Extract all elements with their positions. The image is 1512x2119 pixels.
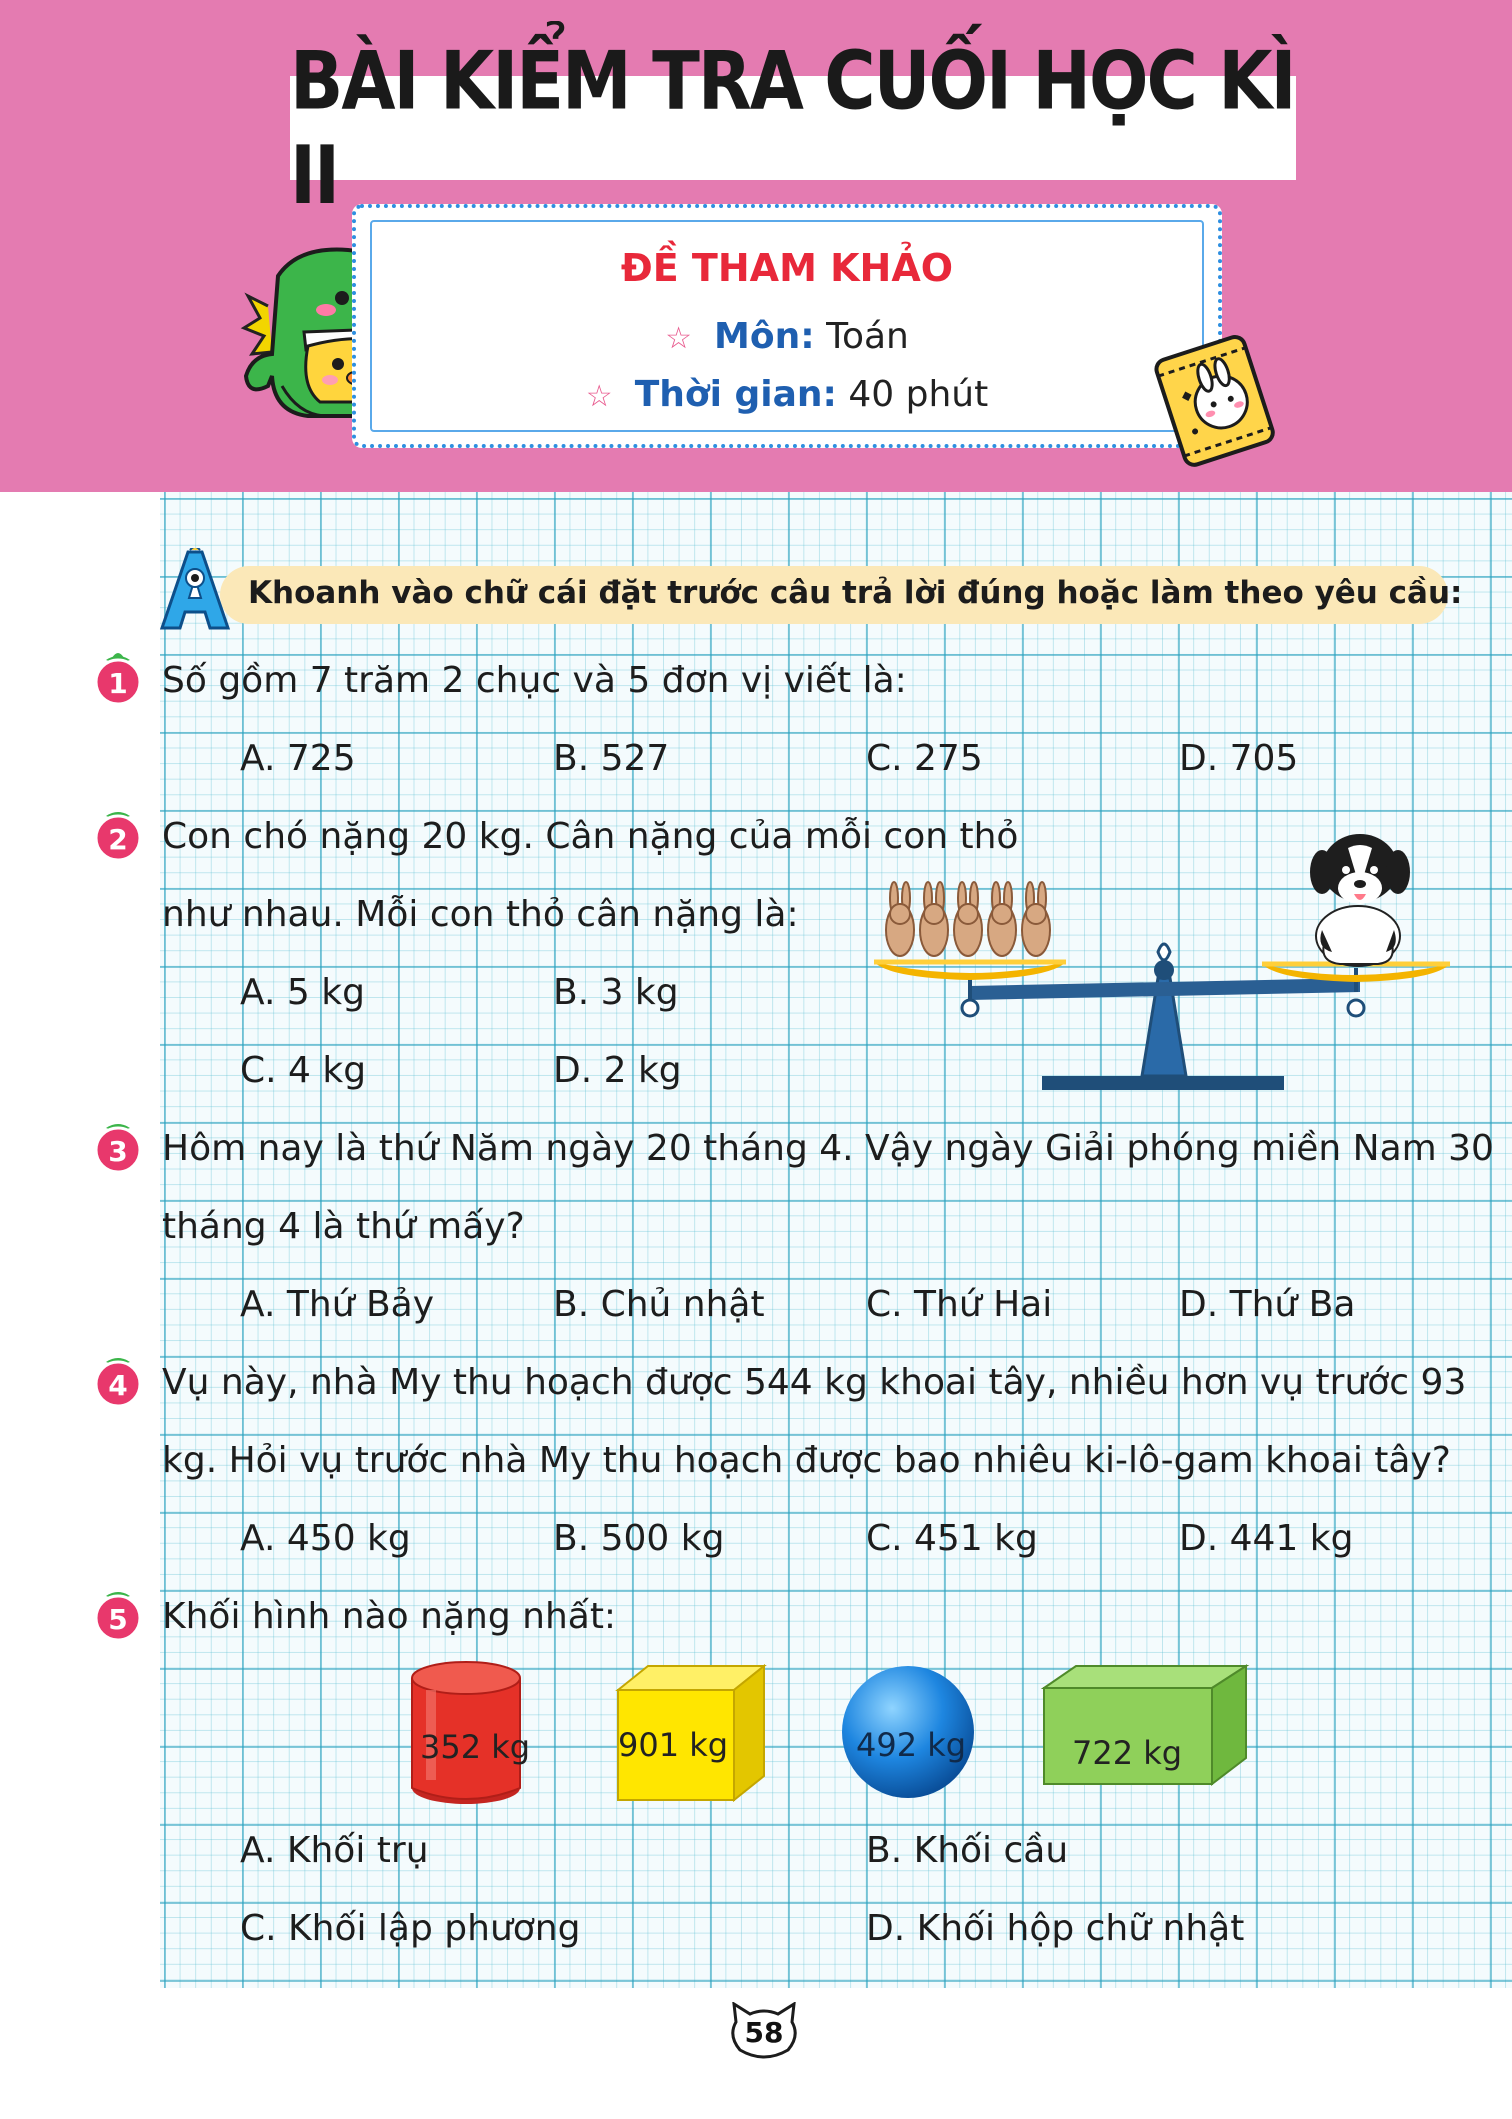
info-card xyxy=(352,204,1222,448)
question-number: 1 xyxy=(108,667,128,700)
title-box xyxy=(290,33,1296,223)
q2-option-a[interactable]: A. 5 kg xyxy=(240,972,365,1013)
time-value: 40 phút xyxy=(848,374,989,415)
sphere-weight-label: 492 kg xyxy=(856,1726,967,1764)
q2-option-d[interactable]: D. 2 kg xyxy=(553,1050,682,1091)
page-number: 58 xyxy=(744,2016,784,2049)
balance-scale-illustration xyxy=(870,818,1460,1100)
question-number-badge xyxy=(92,1586,144,1642)
q4-option-c[interactable]: C. 451 kg xyxy=(866,1518,1038,1559)
star-icon: ☆ xyxy=(585,379,613,414)
question-4-text-line-1: Vụ này, nhà My thu hoạch được 544 kg khoai tây, nhiều hơn vụ trước 93 xyxy=(162,1362,1467,1403)
q4-option-a[interactable]: A. 450 kg xyxy=(240,1518,411,1559)
q5-option-d[interactable]: D. Khối hộp chữ nhật xyxy=(866,1908,1245,1949)
cube-weight-label: 901 kg xyxy=(618,1726,729,1764)
question-1-text: Số gồm 7 trăm 2 chục và 5 đơn vị viết là: xyxy=(162,660,907,701)
question-number-badge xyxy=(92,650,144,706)
q3-option-a[interactable]: A. Thứ Bảy xyxy=(240,1284,435,1325)
q4-option-d[interactable]: D. 441 kg xyxy=(1179,1518,1354,1559)
question-number: 4 xyxy=(108,1369,128,1402)
page-title: BÀI KIỂM TRA CUỐI HỌC KÌ II xyxy=(290,33,1295,223)
question-number: 5 xyxy=(108,1603,128,1636)
question-number-badge xyxy=(92,1118,144,1174)
q5-option-b[interactable]: B. Khối cầu xyxy=(866,1830,1069,1871)
question-number: 3 xyxy=(108,1135,128,1168)
question-4-text-line-2: kg. Hỏi vụ trước nhà My thu hoạch được bao nhiêu ki-lô-gam khoai tây? xyxy=(162,1440,1451,1481)
q3-option-b[interactable]: B. Chủ nhật xyxy=(553,1284,765,1325)
card-heading: ĐỀ THAM KHẢO xyxy=(620,246,954,290)
q1-option-c[interactable]: C. 275 xyxy=(866,738,983,779)
cylinder-weight-label: 352 kg xyxy=(420,1728,531,1766)
star-icon: ☆ xyxy=(665,321,693,356)
q1-option-b[interactable]: B. 527 xyxy=(553,738,670,779)
q4-option-b[interactable]: B. 500 kg xyxy=(553,1518,725,1559)
question-number-badge xyxy=(92,806,144,862)
subject-line xyxy=(356,316,1218,357)
question-3-text-line-1: Hôm nay là thứ Năm ngày 20 tháng 4. Vậy ngày Giải phóng miền Nam 30 xyxy=(162,1128,1494,1169)
q3-option-d[interactable]: D. Thứ Ba xyxy=(1179,1284,1356,1325)
q2-option-b[interactable]: B. 3 kg xyxy=(553,972,679,1013)
q3-option-c[interactable]: C. Thứ Hai xyxy=(866,1284,1053,1325)
question-number: 2 xyxy=(108,823,128,856)
question-2-text-line-2: như nhau. Mỗi con thỏ cân nặng là: xyxy=(162,894,799,935)
subject-label: Môn: xyxy=(714,316,815,357)
question-2-text-line-1: Con chó nặng 20 kg. Cân nặng của mỗi con thỏ xyxy=(162,816,1019,857)
subject-value: Toán xyxy=(826,316,909,357)
letter-a-mascot-icon xyxy=(158,548,232,632)
question-3-text-line-2: tháng 4 là thứ mấy? xyxy=(162,1206,525,1247)
question-number-badge xyxy=(92,1352,144,1408)
section-instruction: Khoanh vào chữ cái đặt trước câu trả lời đúng hoặc làm theo yêu cầu: xyxy=(248,575,1463,611)
q5-option-c[interactable]: C. Khối lập phương xyxy=(240,1908,581,1949)
q2-option-c[interactable]: C. 4 kg xyxy=(240,1050,367,1091)
time-line xyxy=(356,374,1218,415)
time-label: Thời gian: xyxy=(634,374,837,415)
cuboid-weight-label: 722 kg xyxy=(1072,1734,1183,1772)
q5-option-a[interactable]: A. Khối trụ xyxy=(240,1830,429,1871)
question-5-text: Khối hình nào nặng nhất: xyxy=(162,1596,617,1637)
q1-option-d[interactable]: D. 705 xyxy=(1179,738,1299,779)
snack-bag-sticker-icon xyxy=(1146,324,1282,474)
q1-option-a[interactable]: A. 725 xyxy=(240,738,356,779)
